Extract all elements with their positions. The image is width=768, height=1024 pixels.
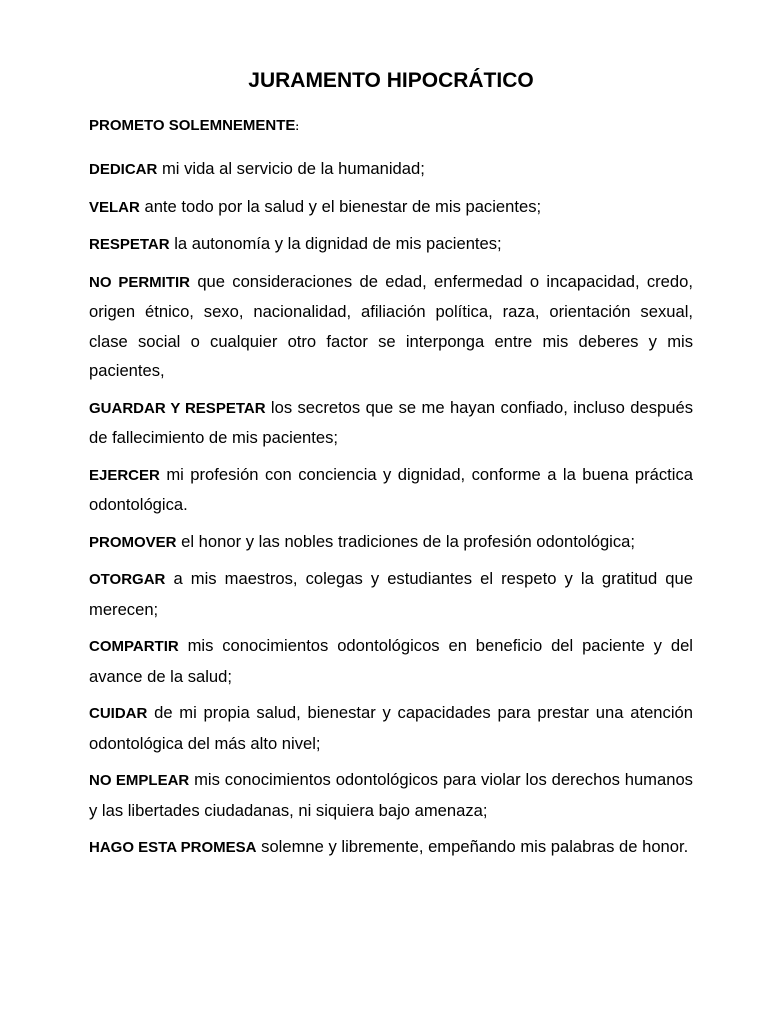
clause-no-permitir bbox=[89, 267, 693, 386]
clause-keyword: VELAR bbox=[89, 198, 140, 216]
clause-text: de mi propia salud, bienestar y capacidades para prestar una atención odontológica del más alto nivel; bbox=[89, 703, 693, 753]
intro-line bbox=[89, 115, 693, 138]
clause-velar bbox=[89, 192, 693, 223]
clause-keyword: NO PERMITIR bbox=[89, 273, 191, 291]
clause-keyword: HAGO ESTA PROMESA bbox=[89, 839, 257, 856]
clause-dedicar bbox=[89, 154, 693, 185]
intro-label: PROMETO SOLEMNEMENTE bbox=[89, 117, 296, 134]
clause-text: mi profesión con conciencia y dignidad, conforme a la buena práctica odontológica. bbox=[89, 464, 693, 514]
clause-keyword: COMPARTIR bbox=[89, 638, 179, 655]
clause-keyword: RESPETAR bbox=[89, 236, 170, 253]
clause-text: mis conocimientos odontológicos para violar los derechos humanos y las libertades ciudadanas, ni siquiera bajo amenaza; bbox=[89, 770, 693, 820]
clause-text: los secretos que se me hayan confiado, incluso después de fallecimiento de mis pacientes; bbox=[89, 397, 693, 447]
clause-keyword: NO EMPLEAR bbox=[89, 772, 190, 789]
clause-no-emplear bbox=[89, 765, 693, 825]
clause-keyword: DEDICAR bbox=[89, 161, 158, 178]
clause-text: mis conocimientos odontológicos en beneficio del paciente y del avance de la salud; bbox=[89, 636, 693, 686]
clause-text: mi vida al servicio de la humanidad; bbox=[161, 159, 425, 178]
clause-keyword: PROMOVER bbox=[89, 533, 177, 551]
clause-compartir bbox=[89, 631, 693, 691]
clause-text: a mis maestros, colegas y estudiantes el respeto y la gratitud que merecen; bbox=[89, 569, 693, 619]
clause-otorgar bbox=[89, 564, 693, 624]
clause-keyword: CUIDAR bbox=[89, 705, 148, 722]
clause-text: el honor y las nobles tradiciones de la profesión odontológica; bbox=[181, 531, 635, 551]
clause-respetar bbox=[89, 229, 693, 260]
clause-keyword: EJERCER bbox=[89, 466, 160, 484]
clause-text: ante todo por la salud y el bienestar de mis pacientes; bbox=[144, 196, 542, 216]
document-title: JURAMENTO HIPOCRÁTICO bbox=[248, 69, 534, 92]
clause-keyword: GUARDAR Y RESPETAR bbox=[89, 399, 266, 417]
clause-cuidar bbox=[89, 698, 693, 758]
clause-ejercer bbox=[89, 460, 693, 520]
intro-colon: : bbox=[295, 121, 300, 133]
clause-text: la autonomía y la dignidad de mis pacientes; bbox=[174, 234, 502, 253]
clause-keyword: OTORGAR bbox=[89, 571, 166, 588]
clause-text: que consideraciones de edad, enfermedad o incapacidad, credo, origen étnico, sexo, nacionalidad, afiliación política, raza, orientación sexual, clase social o cualquier otro factor se interponga entre mis deberes y mis pacientes, bbox=[89, 271, 693, 380]
clause-text: solemne y libremente, empeñando mis palabras de honor. bbox=[261, 837, 689, 856]
document-page bbox=[89, 66, 693, 870]
clause-hago-esta-promesa bbox=[89, 832, 693, 863]
clause-guardar-y-respetar bbox=[89, 393, 693, 453]
clause-promover bbox=[89, 527, 693, 558]
